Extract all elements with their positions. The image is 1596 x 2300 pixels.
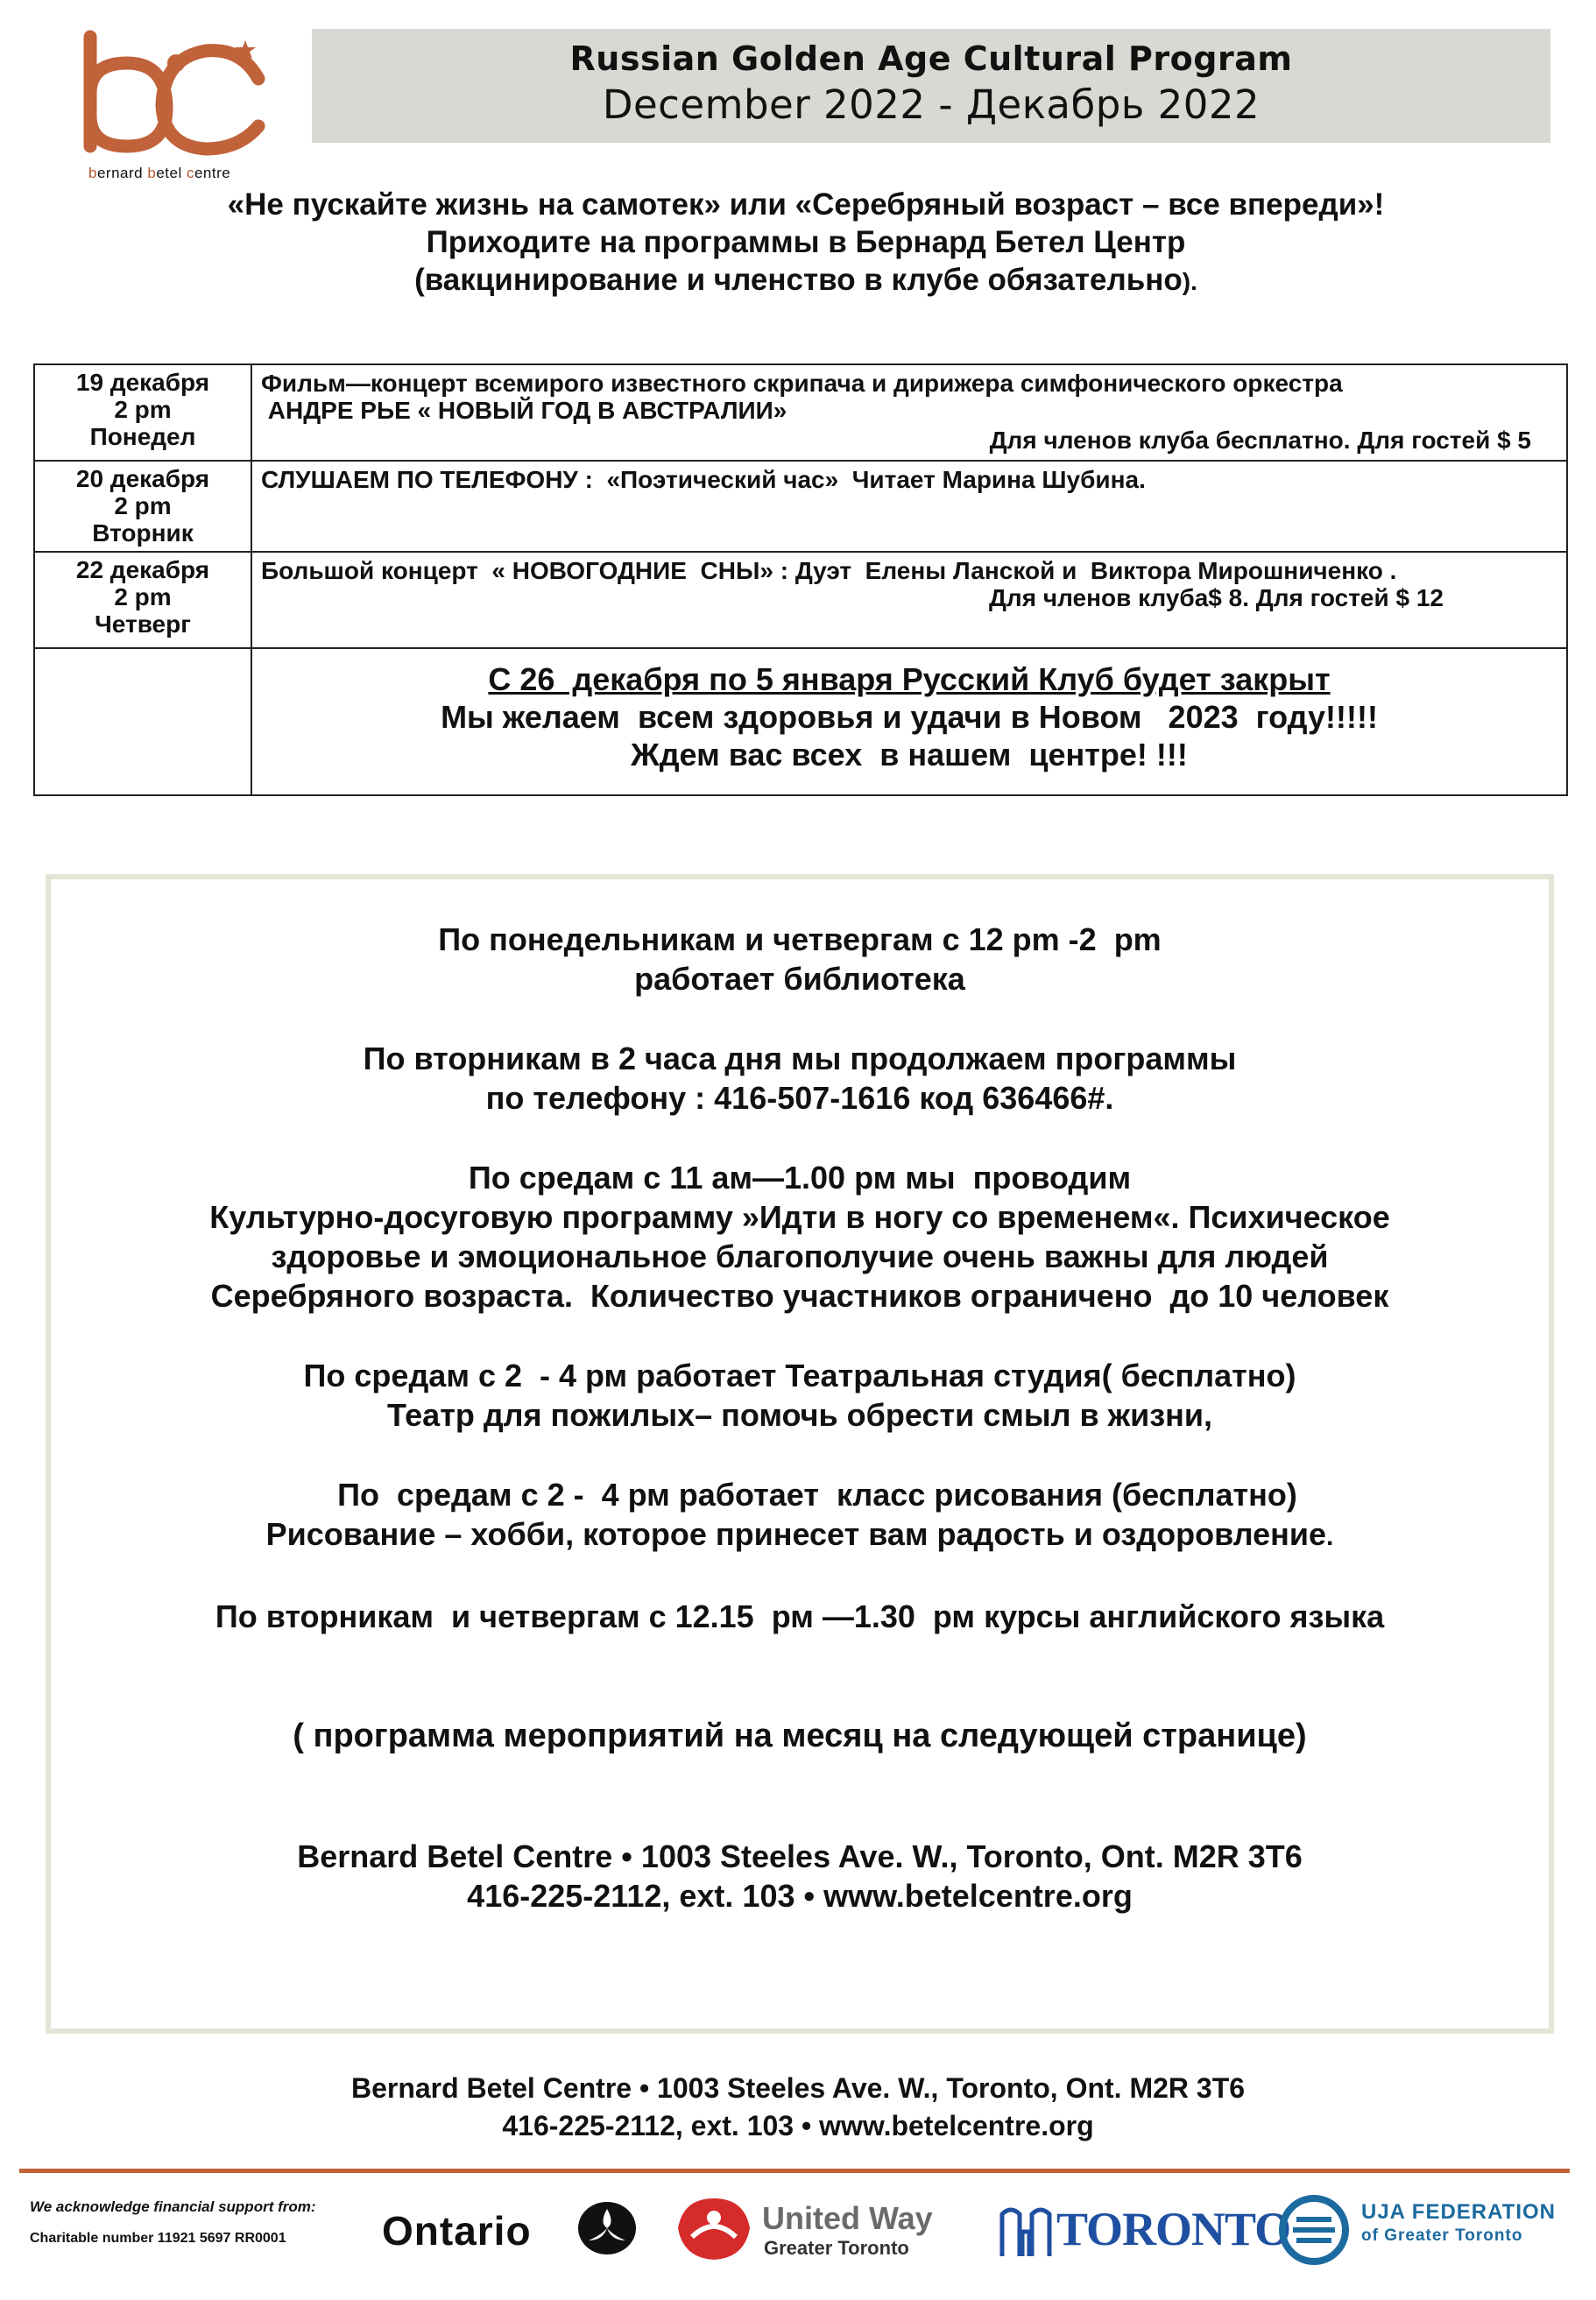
logo-tagline: bernard betel centre [88, 165, 231, 181]
header-title-band [312, 29, 1550, 143]
centre-contact: 416-225-2112, ext. 103 • www.betelcentre.org [467, 1878, 1133, 1914]
schedule-table [33, 363, 1568, 796]
ontario-logo: Ontario [382, 2198, 645, 2260]
drawing-class: Рисование – хобби, которое принесет вам радость и оздоровление. [265, 1516, 1334, 1552]
footer-divider [19, 2169, 1570, 2173]
intro-line: «Не пускайте жизнь на самотек» или «Серебряный возраст – все впереди»! [227, 187, 1385, 222]
event-date-cell: 19 декабря 2 pm Понедел [34, 364, 251, 461]
event-price-note: Для членов клуба$ 8. Для гостей $ 12 [988, 584, 1444, 611]
intro-text [53, 186, 1559, 300]
bernard-betel-logo [83, 28, 276, 186]
centre-address: Bernard Betel Centre • 1003 Steeles Ave. W., Toronto, Ont. M2R 3T6 [297, 1838, 1303, 1874]
event-description-cell: Большой концерт « НОВОГОДНИЕ СНЫ» : Дуэт Елены Ланской и Виктора Мирошниченко . Для членов клуба$ 8. Для гостей $ 12 [251, 552, 1567, 648]
program-title: Russian Golden Age Cultural Program [569, 39, 1293, 78]
table-row [34, 648, 1567, 795]
library-hours: По понедельникам и четвергам с 12 pm -2 pm [438, 921, 1162, 957]
new-year-wishes: Мы желаем всем здоровья и удачи в Новом 2023 году!!!!! [441, 699, 1378, 735]
funding-acknowledgement: We acknowledge financial support from: [30, 2198, 316, 2215]
wednesday-program: Серебряного возраста. Количество участников ограничено до 10 человек [210, 1278, 1389, 1314]
theatre-studio: По средам с 2 - 4 рм работает Театральная студия( бесплатно) [303, 1358, 1296, 1393]
event-date-cell: 22 декабря 2 pm Четверг [34, 552, 251, 648]
phone-program: по телефону : 416-507-1616 код 636466#. [485, 1080, 1114, 1116]
invitation-line: Ждем вас всех в нашем центре! !!! [631, 737, 1188, 773]
closure-notice: С 26 декабря по 5 января Русский Клуб будет закрыт [488, 661, 1331, 697]
intro-line: Приходите на программы в Бернард Бетел Центр [426, 225, 1186, 259]
closing-announcement-cell [251, 648, 1567, 795]
city-of-toronto-logo: TORONTO [999, 2197, 1244, 2263]
table-row [34, 364, 1567, 461]
library-hours: работает библиотека [634, 961, 965, 997]
uja-federation-logo: UJA FEDERATION of Greater Toronto [1277, 2190, 1557, 2268]
bc-logo-icon [83, 28, 276, 165]
trillium-icon [576, 2200, 638, 2256]
wednesday-program: Культурно-досуговую программу »Идти в ногу со временем«. Психическое [209, 1199, 1390, 1235]
uja-emblem-icon [1277, 2193, 1351, 2267]
drawing-class: По средам с 2 - 4 рм работает класс рисования (бесплатно) [337, 1477, 1297, 1513]
charitable-number: Charitable number 11921 5697 RR0001 [30, 2231, 286, 2246]
intro-line: (вакцинирование и членство в клубе обязательно). [414, 263, 1197, 297]
program-month: December 2022 - Декабрь 2022 [602, 81, 1261, 128]
footer-address: Bernard Betel Centre • 1003 Steeles Ave. W., Toronto, Ont. M2R 3T6 416-225-2112, ext. 103 • www.betelcentre.org [350, 2072, 1246, 2141]
event-description-cell: СЛУШАЕМ ПО ТЕЛЕФОНУ : «Поэтический час» Читает Марина Шубина. [251, 461, 1567, 552]
event-date-cell: 20 декабря 2 pm Вторник [34, 461, 251, 552]
united-way-hand-icon [674, 2193, 753, 2263]
table-row [34, 461, 1567, 552]
event-description-cell: Фильм—концерт всемирого известного скрипача и дирижера симфонического оркестра АНДРЕ РЬЕ « НОВЫЙ ГОД В АВСТРАЛИИ» Для членов клуба бесплатно. Для гостей $ 5 [251, 364, 1567, 461]
wednesday-program: здоровье и эмоциональное благополучие очень важны для людей [271, 1238, 1329, 1274]
wednesday-program: По средам с 11 ам—1.00 рм мы проводим [468, 1160, 1132, 1196]
event-price-note: Для членов клуба бесплатно. Для гостей $ 5 [989, 427, 1531, 454]
next-page-note: ( программа мероприятий на месяц на следующей странице) [293, 1718, 1307, 1754]
empty-date-cell [34, 648, 251, 795]
regular-programs-box [46, 874, 1554, 2034]
table-row [34, 552, 1567, 648]
theatre-studio: Театр для пожилых– помочь обрести смыл в жизни, [386, 1397, 1213, 1433]
phone-program: По вторникам в 2 часа дня мы продолжаем программы [363, 1041, 1237, 1076]
united-way-logo: United Way Greater Toronto [674, 2190, 972, 2268]
toronto-city-hall-icon [999, 2202, 1053, 2258]
english-course: По вторникам и четвергам с 12.15 рм —1.30 рм курсы английского языка [215, 1598, 1385, 1634]
